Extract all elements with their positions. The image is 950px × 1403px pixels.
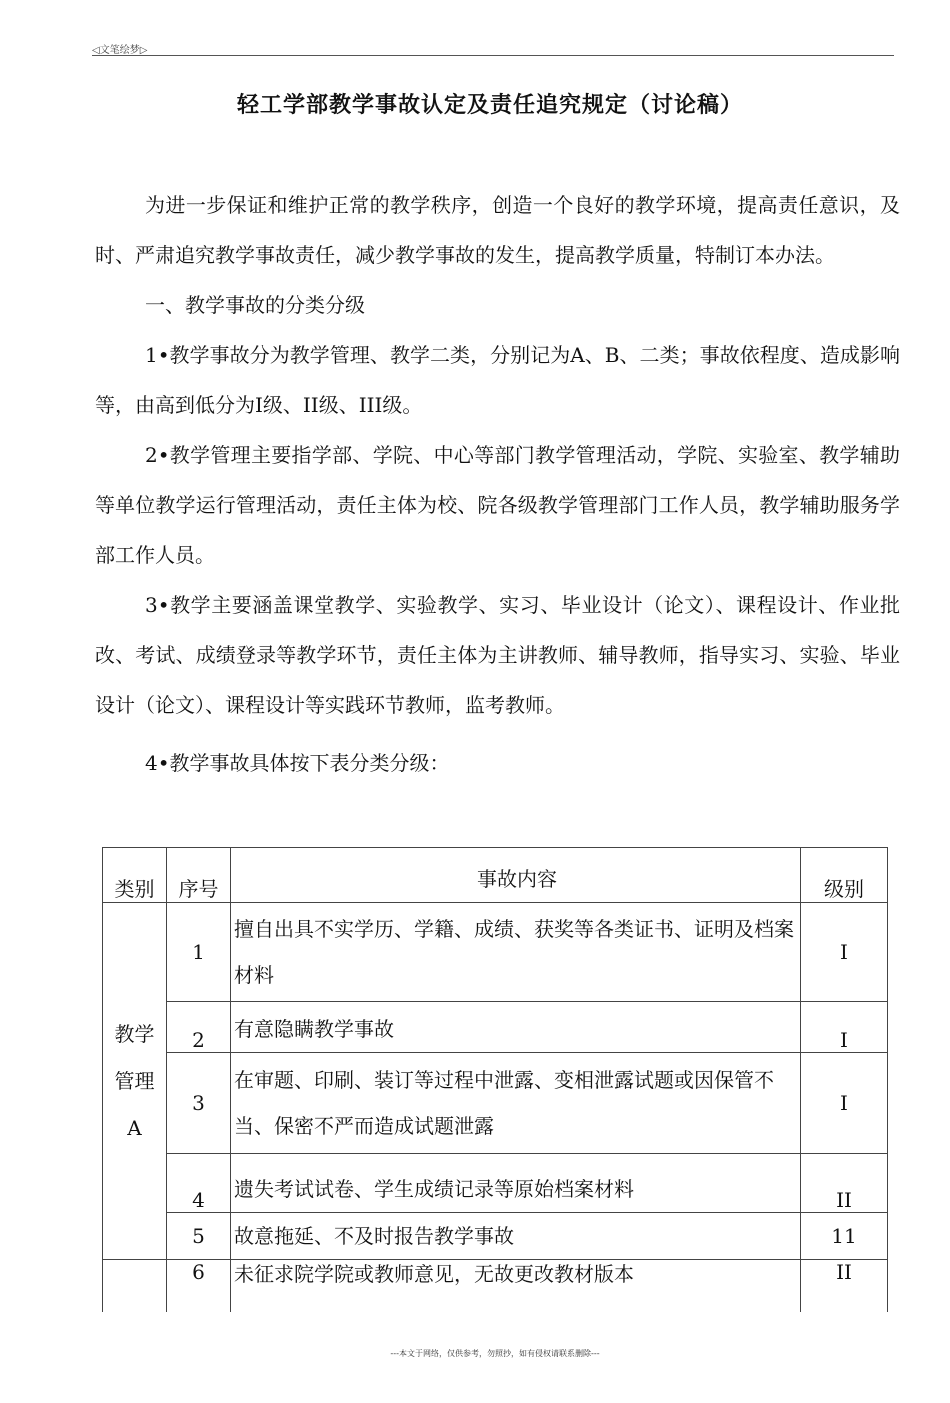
row-content: 故意拖延、不及时报告教学事故 bbox=[231, 1213, 801, 1260]
table-row bbox=[103, 1053, 888, 1154]
row-number: 5 bbox=[167, 1213, 231, 1260]
table-row bbox=[103, 1260, 888, 1313]
row-content: 擅自出具不实学历、学籍、成绩、获奖等各类证书、证明及档案材料 bbox=[231, 903, 801, 1002]
page-footer: ---本文于网络，仅供参考，勿照抄，如有侵权请联系删除--- bbox=[390, 1349, 600, 1358]
table-row bbox=[103, 1002, 888, 1053]
row-content: 有意隐瞒教学事故 bbox=[231, 1002, 801, 1053]
row-content: 遗失考试试卷、学生成绩记录等原始档案材料 bbox=[231, 1154, 801, 1213]
row-level: I bbox=[801, 1053, 888, 1154]
paragraph-1: 1•教学事故分为教学管理、教学二类，分别记为A、B、二类；事故依程度、造成影响等，由高到低分为I级、II级、III级。 bbox=[95, 343, 900, 417]
row-level: 11 bbox=[801, 1213, 888, 1260]
category-label-line: 管理 bbox=[114, 1068, 155, 1093]
row-level: I bbox=[801, 1002, 888, 1053]
row-level: II bbox=[801, 1154, 888, 1213]
header-divider bbox=[92, 55, 894, 56]
table-header-row bbox=[103, 848, 888, 903]
row-number: 4 bbox=[167, 1154, 231, 1213]
header-category: 类别 bbox=[103, 848, 167, 903]
header-mark: ◁文笔绘梦▷ bbox=[92, 45, 148, 56]
document-body bbox=[95, 180, 900, 788]
paragraph-3: 3•教学主要涵盖课堂教学、实验教学、实习、毕业设计（论文）、课程设计、作业批改、考试、成绩登录等教学环节，责任主体为主讲教师、辅导教师，指导实习、实验、毕业设计（论文）、课程设计等实践环节教师，监考教师。 bbox=[95, 593, 900, 717]
row-level: I bbox=[801, 903, 888, 1002]
section-heading-1: 一、教学事故的分类分级 bbox=[145, 293, 365, 317]
paragraph-intro: 为进一步保证和维护正常的教学秩序，创造一个良好的教学环境，提高责任意识，及时、严肃追究教学事故责任，减少教学事故的发生，提高教学质量，特制订本办法。 bbox=[95, 193, 900, 267]
document-title: 轻工学部教学事故认定及责任追究规定（讨论稿） bbox=[236, 93, 743, 118]
table-row bbox=[103, 1213, 888, 1260]
row-number: 1 bbox=[167, 903, 231, 1002]
category-label-line: A bbox=[127, 1115, 142, 1140]
category-cell-b bbox=[103, 1260, 167, 1313]
table-row bbox=[103, 1154, 888, 1213]
table-row bbox=[103, 903, 888, 1002]
row-level: II bbox=[801, 1260, 888, 1313]
row-number: 3 bbox=[167, 1053, 231, 1154]
category-label-line: 教学 bbox=[114, 1021, 155, 1046]
row-number: 6 bbox=[167, 1260, 231, 1313]
row-content: 未征求院学院或教师意见，无故更改教材版本 bbox=[231, 1260, 801, 1313]
category-cell-a bbox=[103, 903, 167, 1260]
paragraph-2: 2•教学管理主要指学部、学院、中心等部门教学管理活动，学院、实验室、教学辅助等单位教学运行管理活动，责任主体为校、院各级教学管理部门工作人员，教学辅助服务学部工作人员。 bbox=[95, 443, 900, 567]
header-number: 序号 bbox=[167, 848, 231, 903]
accident-table bbox=[102, 847, 888, 1312]
paragraph-4: 4•教学事故具体按下表分类分级： bbox=[145, 751, 450, 775]
row-number: 2 bbox=[167, 1002, 231, 1053]
row-content: 在审题、印刷、装订等过程中泄露、变相泄露试题或因保管不当、保密不严而造成试题泄露 bbox=[231, 1053, 801, 1154]
header-content: 事故内容 bbox=[231, 848, 801, 903]
header-level: 级别 bbox=[801, 848, 888, 903]
